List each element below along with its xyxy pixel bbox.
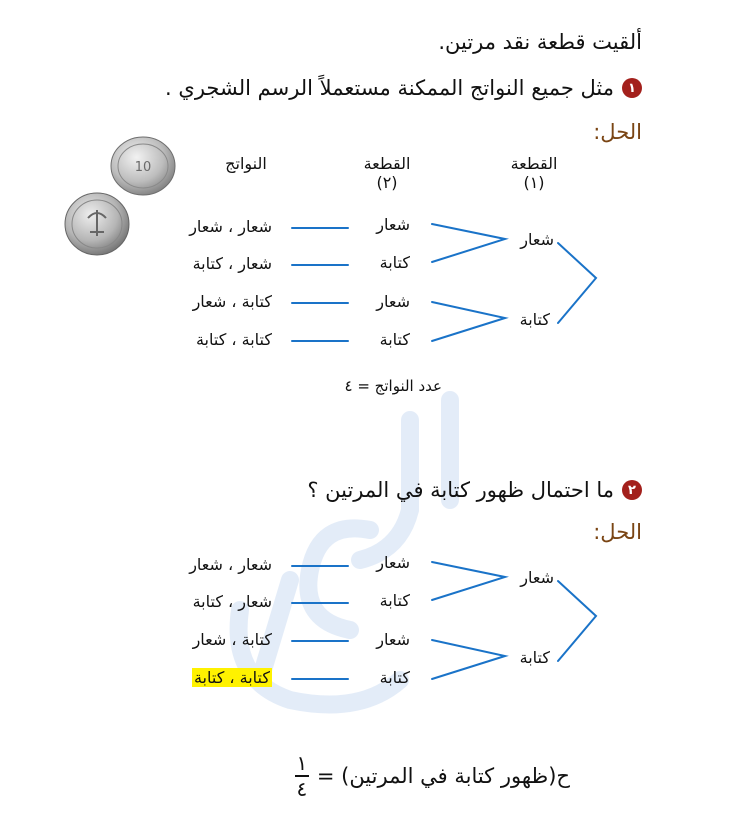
outcome-count: عدد النواتج = ٤: [344, 377, 442, 395]
tree2-second-4: كتابة: [379, 668, 410, 687]
solution-label: الحل:: [593, 120, 642, 144]
branch-line: [432, 224, 505, 262]
header-outcomes: النواتج: [225, 154, 267, 173]
tree2-outcome-3: كتابة ، شعار: [192, 630, 272, 649]
highlight-mark: كتابة ، كتابة: [193, 668, 270, 687]
tree1-second-4: كتابة: [379, 330, 410, 349]
tree2-second-2: كتابة: [379, 591, 410, 610]
fraction-numerator: ١: [296, 751, 308, 775]
tree1-first-heads: شعار: [520, 230, 554, 249]
header-coin1: القطعة (١): [510, 154, 558, 192]
header-coin2: القطعة (٢): [363, 154, 411, 192]
tree2-second-1: شعار: [376, 553, 410, 572]
svg-text:10: 10: [134, 160, 152, 175]
intro-text: ألقيت قطعة نقد مرتين.: [438, 30, 642, 54]
tree1-first-tails: كتابة: [519, 310, 550, 329]
branch-line: [432, 302, 505, 341]
tree2-second-3: شعار: [376, 630, 410, 649]
branch-line: [432, 562, 505, 600]
question-number-badge: ٢: [622, 480, 642, 500]
tree2-first-tails: كتابة: [519, 648, 550, 667]
tree1-outcome-1: شعار ، شعار: [189, 217, 272, 236]
tree2-first-heads: شعار: [520, 568, 554, 587]
tree1-outcome-3: كتابة ، شعار: [192, 292, 272, 311]
tree2-outcome-2: شعار ، كتابة: [192, 592, 272, 611]
tree1-second-3: شعار: [376, 292, 410, 311]
tree1-outcome-2: شعار ، كتابة: [192, 254, 272, 273]
solution-label: الحل:: [593, 520, 642, 544]
question-1-text: مثل جميع النواتج الممكنة مستعملاً الرسم الشجري .: [165, 76, 614, 100]
fraction-denominator: ٤: [296, 777, 308, 801]
tree1-second-1: شعار: [376, 215, 410, 234]
question-2-text: ما احتمال ظهور كتابة في المرتين ؟: [307, 478, 614, 502]
branch-line: [558, 581, 596, 661]
probability-label: ح(ظهور كتابة في المرتين) =: [316, 764, 570, 788]
tree1-second-2: كتابة: [379, 253, 410, 272]
tree2-outcome-1: شعار ، شعار: [189, 555, 272, 574]
branch-line: [558, 243, 596, 323]
tree1-outcome-4: كتابة ، كتابة: [195, 330, 272, 349]
branch-line: [432, 640, 505, 679]
question-number-badge: ١: [622, 78, 642, 98]
